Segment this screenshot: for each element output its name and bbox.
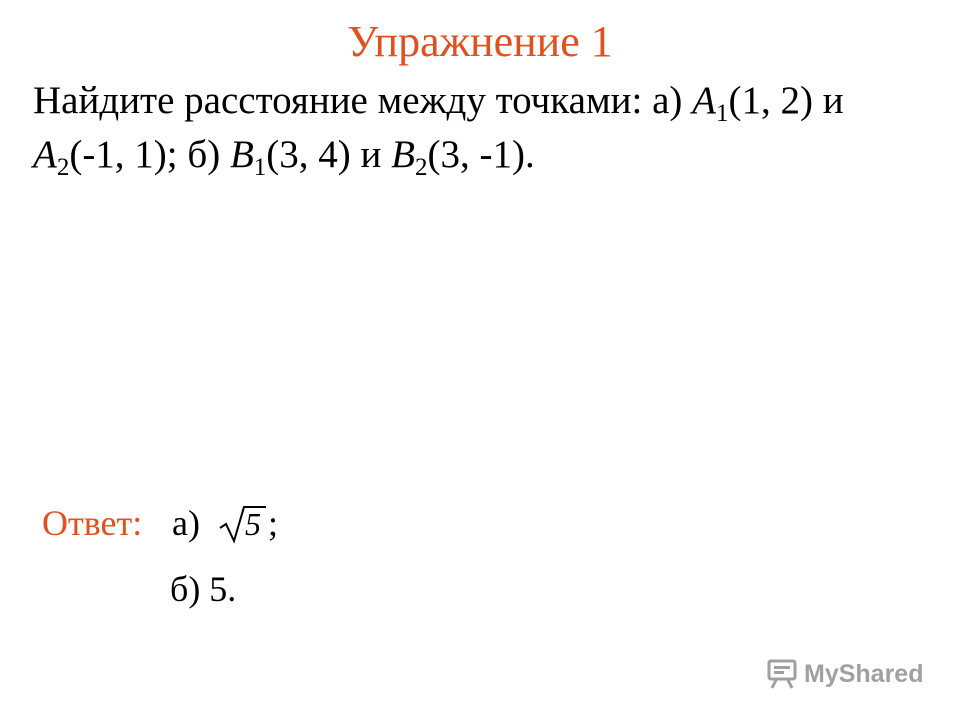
slide-title: Упражнение 1	[347, 17, 613, 66]
point-b2-index: 2	[414, 154, 428, 181]
point-b1-coords: (3, 4) и	[266, 133, 392, 176]
point-b1-index: 1	[253, 154, 267, 181]
watermark-text: MyShared	[804, 659, 924, 688]
answer-b: б) 5.	[170, 569, 237, 609]
point-b2-letter: B	[391, 133, 415, 176]
watermark	[766, 656, 923, 692]
point-a1-letter: A	[692, 79, 716, 122]
point-b2-coords: (3, -1).	[427, 133, 535, 176]
problem-statement	[33, 74, 948, 182]
presentation-board-icon	[766, 659, 798, 689]
point-a2-coords: (-1, 1); б)	[69, 133, 230, 176]
answer-a-suffix: ;	[268, 503, 279, 543]
answer-a-radicand: 5	[245, 506, 261, 542]
point-b1-letter: B	[229, 133, 254, 176]
point-a2-index: 2	[56, 154, 70, 181]
point-a1-index: 1	[715, 100, 729, 127]
point-a1-coords: (1, 2) и	[728, 79, 844, 122]
answer-label: Ответ:	[42, 503, 143, 543]
point-a2-letter: A	[33, 133, 57, 176]
answer-a-prefix: а)	[172, 503, 200, 543]
problem-intro: Найдите расстояние между точками: а)	[33, 79, 693, 122]
